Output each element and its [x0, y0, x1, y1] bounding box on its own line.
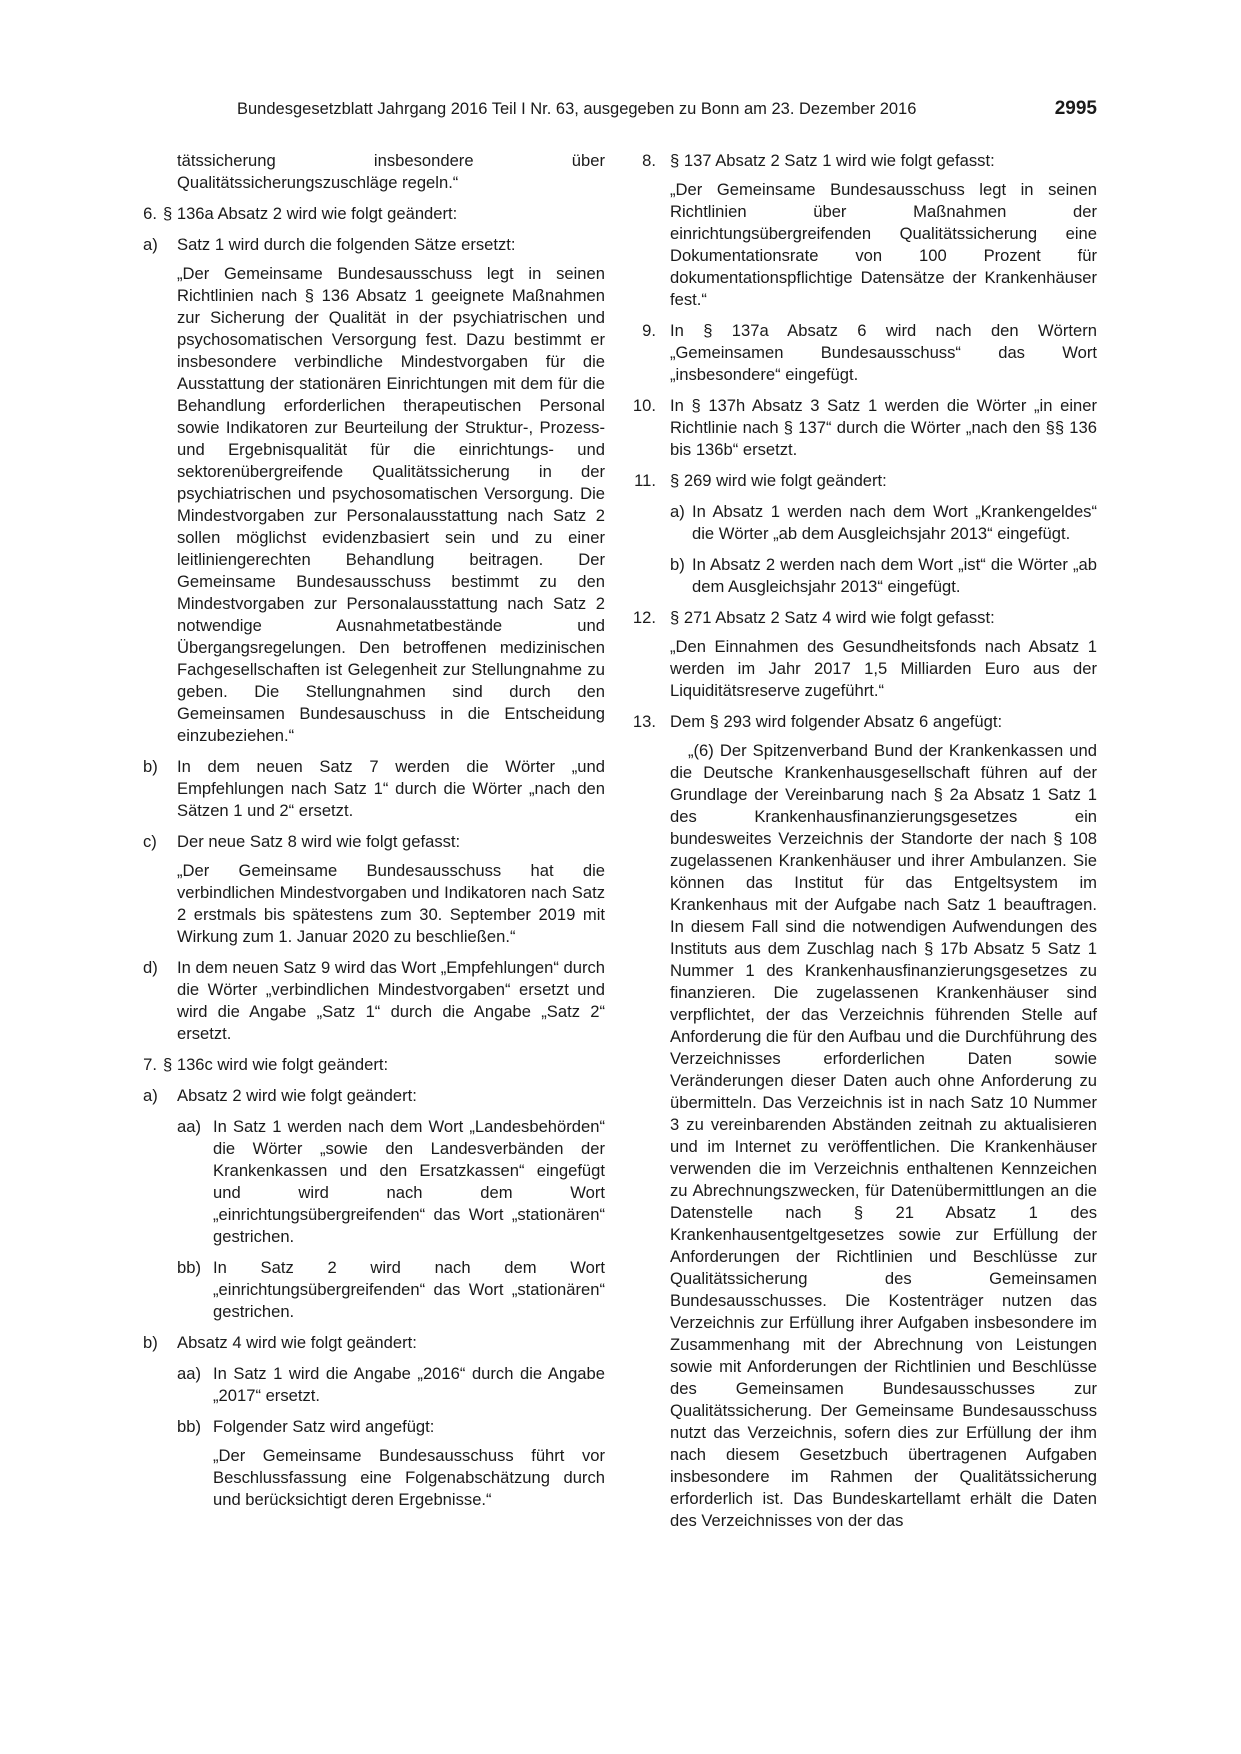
sub-sub-item-label: aa): [177, 1364, 201, 1383]
sub-item-text: In dem neuen Satz 9 wird das Wort „Empfehlungen“ durch die Wörter „verbindlichen Mindestvorgaben“ ersetzt und wird die Angabe „Satz 1“ durch die Angabe „Satz 2“ ersetzt.: [177, 958, 605, 1043]
sub-item-label: b): [143, 1333, 158, 1352]
quoted-text: „Der Gemeinsame Bundesausschuss legt in seinen Richtlinien nach § 136 Absatz 1 geeignete Maßnahmen zur Sicherung der Qualität in der psychiatrischen und psychosomatischen Versorgung fest. Dazu bestimmt er insbesondere verbindliche Mindestvorgaben für die Ausstattung der stationären Einrichtungen mit dem für die Behandlung erforderlichen therapeutischen Personal sowie Indikatoren zur Beurteilung der Struktur-, Prozess- und Ergebnisqualität für die einrichtungs- und sektorenübergreifende Qualitätssicherung in der psychiatrischen und psychosomatischen Versorgung. Die Mindestvorgaben zur Personalausstattung nach Satz 2 sollen möglichst evidenzbasiert sein und zu einer leitliniengerechten Behandlung beitragen. Der Gemeinsame Bundesausschuss bestimmt zu den Mindestvorgaben zur Personalausstattung nach Satz 2 notwendige Ausnahmetatbestände und Übergangsregelungen. Den betroffenen medizinischen Fachgesellschaften ist Gelegenheit zur Stellungnahme zu geben. Die Stellungnahmen sind durch den Gemeinsamen Bundesauschuss in die Entscheidung einzubeziehen.“: [177, 264, 605, 745]
item-text: § 136a Absatz 2 wird wie folgt geändert:: [163, 204, 458, 223]
sub-sub-item-label: bb): [177, 1258, 201, 1277]
continued-text: tätssicherung insbesondere über Qualitätssicherungszuschläge regeln.“: [177, 151, 605, 192]
sub-item-label: b): [670, 555, 685, 574]
sub-item-text: Absatz 2 wird wie folgt geändert:: [177, 1086, 417, 1105]
page-number: 2995: [1054, 98, 1097, 119]
sub-sub-item-label: bb): [177, 1417, 201, 1436]
item-text: § 271 Absatz 2 Satz 4 wird wie folgt gefasst:: [670, 608, 995, 627]
list-item-10: [634, 395, 1097, 461]
sub-item-6c: [143, 831, 605, 948]
item-text: § 136c wird wie folgt geändert:: [163, 1055, 389, 1074]
item-number: 13.: [632, 712, 656, 731]
quoted-text: „Der Gemeinsame Bundesausschuss hat die verbindlichen Mindestvorgaben und Indikatoren nach Satz 2 erstmals bis spätestens zum 30. September 2019 mit Wirkung zum 1. Januar 2020 zu beschließen.“: [177, 861, 605, 946]
list-item-11: [634, 470, 1097, 492]
list-item-13: [634, 711, 1097, 1532]
sub-sub-item-7b-aa: [143, 1363, 605, 1407]
publication-title: Bundesgesetzblatt Jahrgang 2016 Teil I Nr. 63, ausgegeben zu Bonn am 23. Dezember 2016: [237, 100, 917, 118]
list-item-7: [143, 1054, 605, 1076]
right-column: [634, 150, 1097, 1541]
sub-sub-item-7a-aa: [143, 1116, 605, 1248]
list-item-9: [634, 320, 1097, 386]
sub-item-7b: [143, 1332, 605, 1354]
list-item-8: [634, 150, 1097, 311]
quoted-text: „Den Einnahmen des Gesundheitsfonds nach Absatz 1 werden im Jahr 2017 1,5 Milliarden Euro aus der Liquiditätsreserve zugeführt.“: [670, 637, 1097, 700]
item-number: 9.: [642, 321, 656, 340]
sub-item-label: a): [143, 235, 158, 254]
item-number: 10.: [632, 396, 656, 415]
sub-item-label: b): [143, 757, 158, 776]
quoted-text: „(6) Der Spitzenverband Bund der Krankenkassen und die Deutsche Krankenhausgesellschaft führen auf der Grundlage der Vereinbarung nach § 2a Absatz 1 Satz 1 des Krankenhausfinanzierungsgesetzes ein bundesweites Verzeichnis der Standorte der nach § 108 zugelassenen Krankenhäuser und ihrer Ambulanzen. Sie können das Institut für das Entgeltsystem im Krankenhaus mit der Aufgabe nach Satz 1 beauftragen. In diesem Fall sind die notwendigen Aufwendungen des Instituts aus dem Zuschlag nach § 17b Absatz 5 Satz 1 Nummer 1 des Krankenhausfinanzierungsgesetzes zu finanzieren. Die zugelassenen Krankenhäuser sind verpflichtet, der das Verzeichnis führenden Stelle auf Anforderung die für den Aufbau und die Durchführung des Verzeichnisses erforderlichen Daten sowie Veränderungen dieser Daten auch ohne Anforderung zu übermitteln. Das Verzeichnis ist in nach Satz 10 Nummer 3 zu vereinbarenden Abständen zeitnah zu aktualisieren und im Internet zu veröffentlichen. Die Krankenhäuser verwenden die im Verzeichnis enthaltenen Kennzeichen zu Abrechnungszwecken, für Datenübermittlungen an die Datenstelle nach § 21 Absatz 1 des Krankenhausentgeltgesetzes sowie zur Erfüllung der Anforderungen der Richtlinien und Beschlüsse zur Qualitätssicherung des Gemeinsamen Bundesausschusses. Die Kostenträger nutzen das Verzeichnis zur Erfüllung ihrer Aufgaben insbesondere im Zusammenhang mit der Abrechnung von Leistungen sowie mit Anforderungen der Richtlinien und Beschlüsse des Gemeinsamen Bundesausschusses zur Qualitätssicherung. Der Gemeinsame Bundesausschuss nutzt das Verzeichnis, sofern dies zur Erfüllung der ihm nach diesem Gesetzbuch übertragenen Aufgaben insbesondere im Rahmen der Qualitätssicherung erforderlich ist. Das Bundeskartellamt erhält die Daten des Verzeichnisses von der das: [670, 741, 1097, 1530]
sub-item-text: In dem neuen Satz 7 werden die Wörter „und Empfehlungen nach Satz 1“ durch die Wörter „nach den Sätzen 1 und 2“ ersetzt.: [177, 757, 605, 820]
list-item-12: [634, 607, 1097, 702]
sub-sub-item-text: In Satz 1 wird die Angabe „2016“ durch die Angabe „2017“ ersetzt.: [213, 1364, 605, 1405]
sub-sub-item-text: Folgender Satz wird angefügt:: [213, 1417, 435, 1436]
sub-item-text: In Absatz 2 werden nach dem Wort „ist“ die Wörter „ab dem Ausgleichsjahr 2013“ eingefügt.: [692, 555, 1097, 596]
sub-item-label: a): [143, 1086, 158, 1105]
page-header: [237, 100, 1097, 126]
item-text: In § 137h Absatz 3 Satz 1 werden die Wörter „in einer Richtlinie nach § 137“ durch die Wörter „nach den §§ 136 bis 136b“ ersetzt.: [670, 396, 1097, 459]
sub-sub-item-7b-bb: [143, 1416, 605, 1511]
sub-sub-item-label: aa): [177, 1117, 201, 1136]
item-text: § 269 wird wie folgt geändert:: [670, 471, 887, 490]
item-number: 7.: [143, 1055, 157, 1074]
sub-item-text: Absatz 4 wird wie folgt geändert:: [177, 1333, 417, 1352]
sub-item-label: d): [143, 958, 158, 977]
left-column: [143, 150, 605, 1520]
item-text: Dem § 293 wird folgender Absatz 6 angefügt:: [670, 712, 1003, 731]
sub-item-text: Der neue Satz 8 wird wie folgt gefasst:: [177, 832, 461, 851]
sub-item-label: c): [143, 832, 157, 851]
sub-item-6b: [143, 756, 605, 822]
sub-sub-item-7a-bb: [143, 1257, 605, 1323]
quoted-text: „Der Gemeinsame Bundesausschuss führt vor Beschlussfassung eine Folgenabschätzung durch und berücksichtigt deren Ergebnisse.“: [213, 1446, 605, 1509]
sub-item-11a: [634, 501, 1097, 545]
sub-item-text: Satz 1 wird durch die folgenden Sätze ersetzt:: [177, 235, 516, 254]
sub-item-6a: [143, 234, 605, 747]
sub-sub-item-text: In Satz 2 wird nach dem Wort „einrichtungsübergreifenden“ das Wort „stationären“ gestrichen.: [213, 1258, 605, 1321]
sub-item-label: a): [670, 502, 685, 521]
item-number: 12.: [632, 608, 656, 627]
item-number: 11.: [634, 471, 656, 490]
list-item-6: [143, 203, 605, 225]
sub-item-text: In Absatz 1 werden nach dem Wort „Krankengeldes“ die Wörter „ab dem Ausgleichsjahr 2013“ eingefügt.: [692, 502, 1097, 543]
item-text: In § 137a Absatz 6 wird nach den Wörtern „Gemeinsamen Bundesausschuss“ das Wort „insbesondere“ eingefügt.: [670, 321, 1097, 384]
item-text: § 137 Absatz 2 Satz 1 wird wie folgt gefasst:: [670, 151, 995, 170]
sub-item-7a: [143, 1085, 605, 1107]
item-number: 6.: [143, 204, 157, 223]
sub-item-11b: [634, 554, 1097, 598]
sub-item-6d: [143, 957, 605, 1045]
quoted-text: „Der Gemeinsame Bundesausschuss legt in seinen Richtlinien über Maßnahmen der einrichtungsübergreifenden Qualitätssicherung eine Dokumentationsrate von 100 Prozent für dokumentationspflichtige Datensätze der Krankenhäuser fest.“: [670, 180, 1097, 309]
item-number: 8.: [642, 151, 656, 170]
sub-sub-item-text: In Satz 1 werden nach dem Wort „Landesbehörden“ die Wörter „sowie den Landesverbänden der Krankenkassen und den Ersatzkassen“ eingefügt und wird nach dem Wort „einrichtungsübergreifenden“ das Wort „stationären“ gestrichen.: [213, 1117, 605, 1246]
